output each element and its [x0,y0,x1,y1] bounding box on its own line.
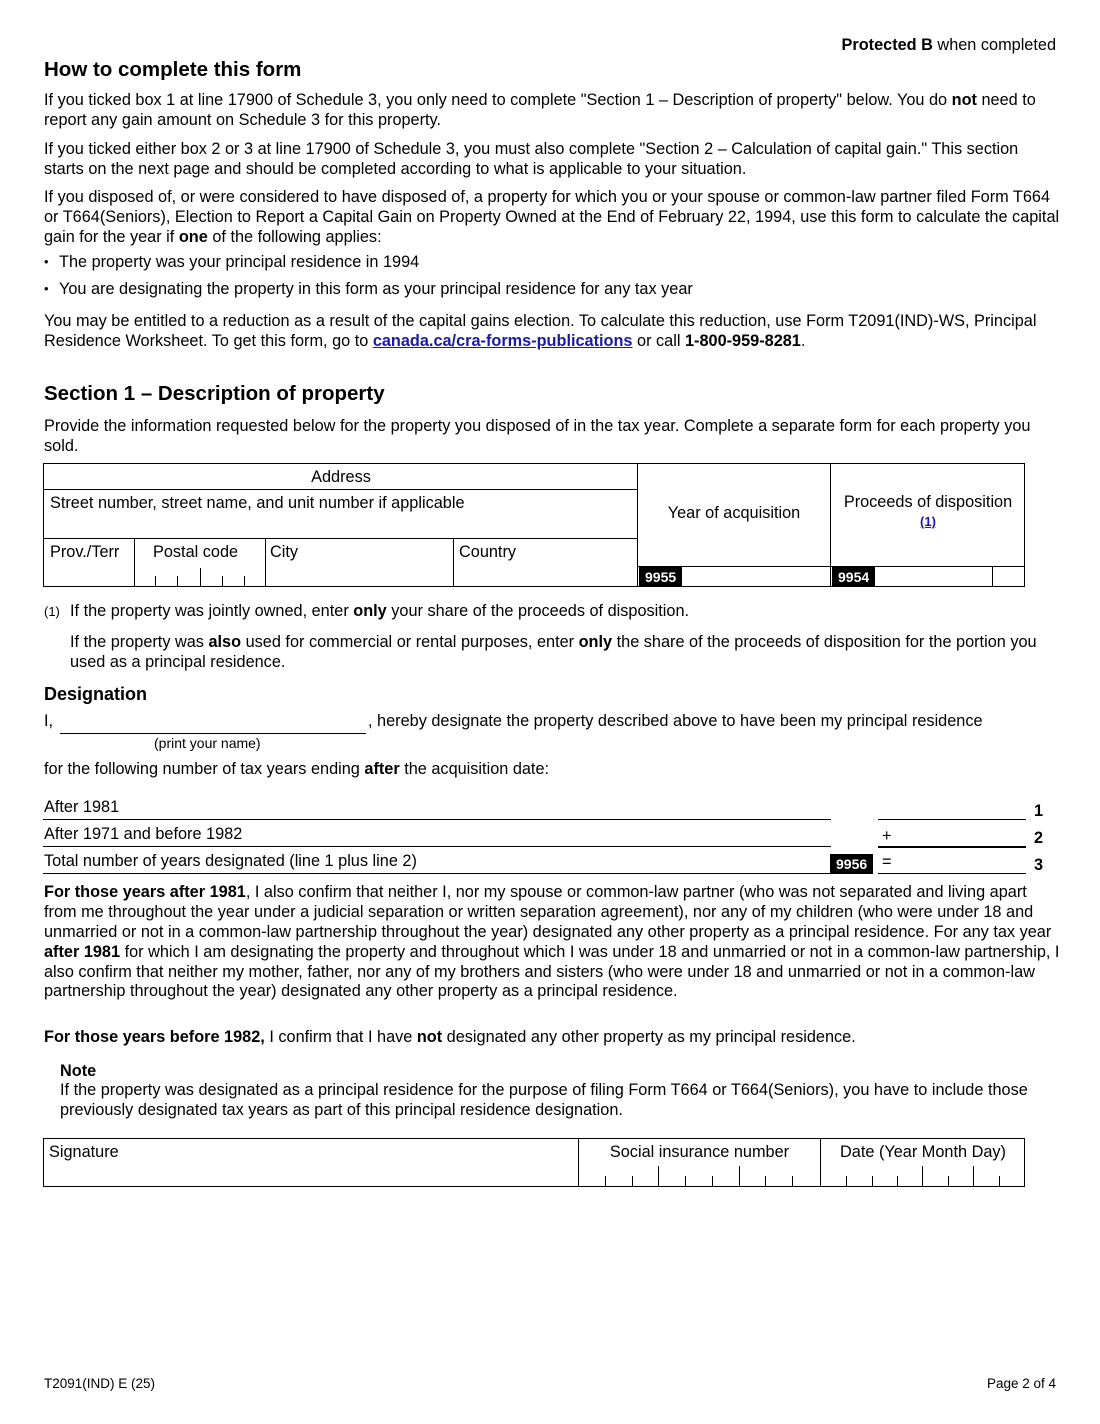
signature-table [43,1138,1025,1187]
section-1-intro: Provide the information requested below for the property you disposed of in the tax year. Complete a separate form for each property you sold. [44,417,1031,455]
line-3-label: Total number of years designated (line 1 plus line 2) [44,852,417,870]
country-label: Country [459,543,517,561]
city-input[interactable] [267,564,451,584]
line-3-rule [43,873,831,874]
line-1-label: After 1981 [44,798,120,816]
line-1-rule [43,819,831,820]
cents-divider [992,566,993,586]
confirmation-after-1981: For those years after 1981, I also confirm that neither I, nor my spouse or common-law partner (who was not separated and living apart from me throughout the year under a judicial separation or written separation agreement), nor any of my children (who were under 18 and unmarried or not in a common-law partnership throughout the year) designated any other property as a principal residence. For any tax year after 1981 for which I am designating the property and throughout which I was under 18 and unmarried or not in a common-law partnership, I also confirm that neither my mother, father, nor any of my brothers and sisters (who were under 18 and unmarried or not in a common-law partnership throughout the year) designated any other property as a principal residence. [44,883,1060,1001]
line-2-rule [43,846,831,847]
field-box-number: 9956 [830,854,873,874]
how-to-paragraph-2: If you ticked either box 2 or 3 at line 17900 of Schedule 3, you must also complete "Section 2 – Calculation of capital gain." This section starts on the next page and should be completed according to what is applicable to your situation. [44,140,1019,178]
city-label: City [270,543,299,561]
note-title: Note [60,1062,97,1080]
how-to-paragraph-1: If you ticked box 1 at line 17900 of Schedule 3, you only need to complete "Section 1 – Description of property" below. You do not need to report any gain amount on Schedule 3 for this property. [44,91,1036,129]
divider [265,538,266,586]
proceeds-of-disposition-input[interactable] [880,567,990,586]
signature-label: Signature [49,1143,119,1161]
page-number: Page 2 of 4 [986,1376,1056,1391]
form-identifier: T2091(IND) E (25) [44,1376,156,1391]
protected-b-notice: Protected B when completed [841,36,1056,54]
street-address-input[interactable] [48,516,634,536]
line-3-underline [878,873,1026,874]
signature-input[interactable] [48,1164,574,1184]
date-label: Date (Year Month Day) [840,1143,1006,1161]
footnote-2-text: If the property was also used for commercial or rental purposes, enter only the share of the proceeds of disposition for the portion you used as a principal residence. [70,633,1037,671]
line-3-input[interactable] [898,852,1024,873]
street-label: Street number, street name, and unit number if applicable [50,494,465,512]
designation-title: Designation [44,684,148,704]
property-description-table [43,463,1025,587]
date-input[interactable] [824,1164,1024,1184]
divider [453,538,454,586]
how-to-title: How to complete this form [44,58,302,81]
cra-forms-link[interactable]: canada.ca/cra-forms-publications [372,331,633,350]
section-1-title: Section 1 – Description of property [44,382,385,405]
line-1-input[interactable] [878,797,1024,818]
designation-following-text: for the following number of tax years ending after the acquisition date: [44,760,550,778]
plus-operator: + [882,827,892,845]
footnote-1-text: If the property was jointly owned, enter only your share of the proceeds of disposition. [70,602,690,620]
divider [134,538,135,586]
print-name-caption: (print your name) [154,735,261,751]
proceeds-note-link[interactable]: (1) [920,514,936,529]
sin-label: Social insurance number [609,1143,790,1161]
how-to-paragraph-3: If you disposed of, or were considered to have disposed of, a property for which you or your spouse or common-law partner filed Form T664 or T664(Seniors), Election to Report a Capital Gain on Property Owned at the End of February 22, 1994, use this form to calculate the capital gain for the year if one of the following applies: [44,188,1060,246]
bullet-item-1: • The property was your principal residence in 1994 [44,253,420,271]
confirmation-before-1982: For those years before 1982, I confirm that I have not designated any other property as my principal residence. [44,1028,856,1046]
line-2-underline [878,846,1026,848]
proceeds-of-disposition-label: Proceeds of disposition [843,493,1013,511]
line-3-number: 3 [1034,856,1044,874]
prov-terr-label: Prov./Terr [50,543,120,561]
address-header: Address [311,468,371,486]
line-2-number: 2 [1034,829,1044,847]
prov-terr-input[interactable] [46,564,132,584]
designation-i-label: I, [44,712,54,730]
country-input[interactable] [455,564,635,584]
line-1-underline [878,819,1026,820]
divider [44,489,638,490]
proceeds-cents-input[interactable] [994,567,1024,586]
equals-operator: = [882,853,892,871]
field-box-number: 9955 [639,567,682,587]
note-text: If the property was designated as a principal residence for the purpose of filing Form T664 or T664(Seniors), you have to include those previously designated tax years as part of this principal residence designation. [60,1081,1028,1119]
postal-code-label: Postal code [153,543,239,561]
sin-input[interactable] [582,1164,818,1184]
year-of-acquisition-input[interactable] [687,567,827,586]
line-1-number: 1 [1034,802,1044,820]
how-to-paragraph-4: You may be entitled to a reduction as a result of the capital gains election. To calculate this reduction, use Form T2091(IND)-WS, Principal Residence Worksheet. To get this form, go to canada.ca/cra-forms-publications or call 1-800-959-8281. [44,312,1037,350]
year-of-acquisition-label: Year of acquisition [667,504,801,522]
line-2-input[interactable] [898,825,1024,846]
name-underline [60,733,366,734]
print-name-input[interactable] [60,711,366,732]
line-2-label: After 1971 and before 1982 [44,825,243,843]
designation-statement: , hereby designate the property described above to have been my principal residence [368,712,983,730]
bullet-item-2: • You are designating the property in this form as your principal residence for any tax year [44,280,693,298]
footnote-marker: (1) [44,604,60,619]
postal-code-input[interactable] [137,564,263,584]
field-box-number: 9954 [832,567,875,587]
